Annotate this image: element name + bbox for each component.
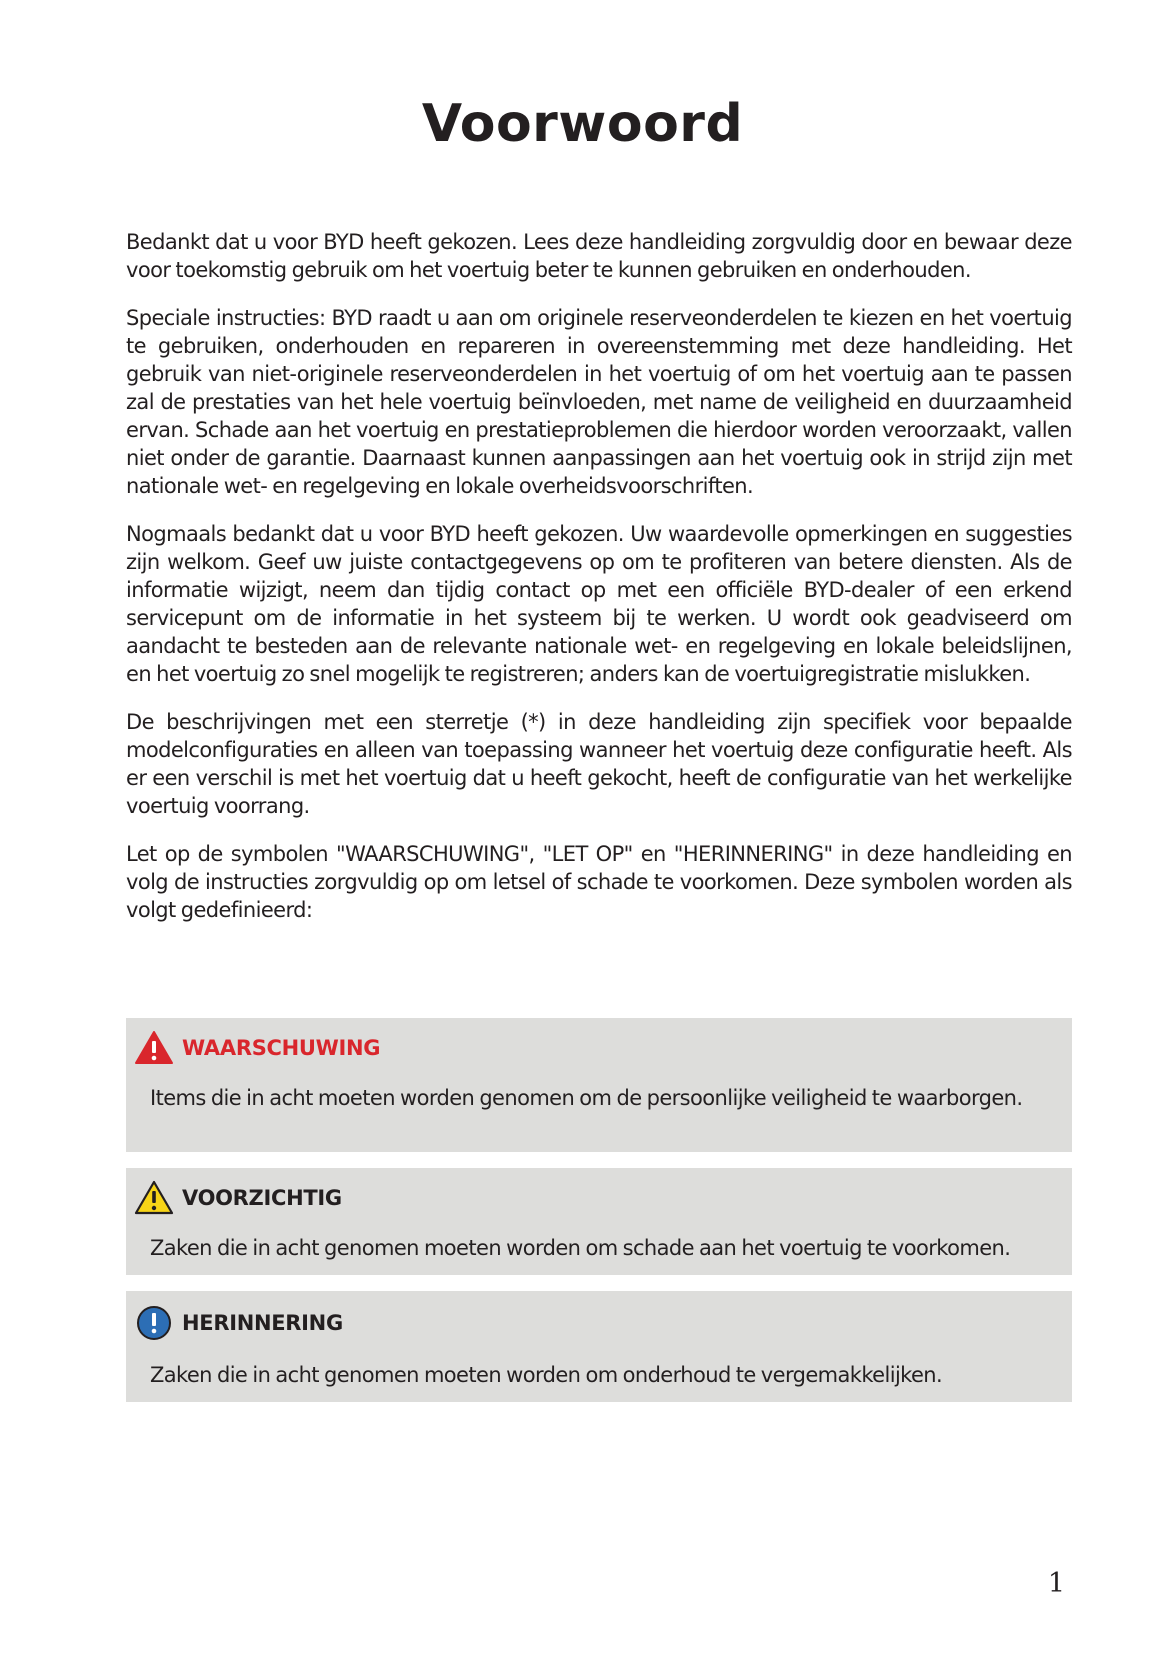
- page-number: 1: [1047, 1568, 1065, 1599]
- notice-warning-header: [134, 1030, 380, 1066]
- notice-warning: [126, 1018, 1072, 1152]
- paragraph-symbols: Let op de symbolen "WAARSCHUWING", "LET OP" en "HERINNERING" in deze handleiding en volg de instructies zorgvuldig op om letsel of schade te voorkomen. Deze symbolen worden als volgt gedefinieerd:: [126, 842, 1072, 922]
- info-circle-blue-icon: [134, 1305, 174, 1341]
- notice-reminder: [126, 1291, 1072, 1402]
- notice-reminder-label: HERINNERING: [182, 1311, 343, 1335]
- warning-triangle-red-icon: [134, 1030, 174, 1066]
- notice-warning-text: Items die in acht moeten worden genomen om de persoonlijke veiligheid te waarborgen.: [150, 1086, 1023, 1110]
- paragraph-intro: Bedankt dat u voor BYD heeft gekozen. Lees deze handleiding zorgvuldig door en bewaar deze voor toekomstig gebruik om het voertuig beter te kunnen gebruiken en onderhouden.: [126, 230, 1072, 282]
- notice-warning-label: WAARSCHUWING: [182, 1036, 381, 1060]
- paragraph-asterisk: De beschrijvingen met een sterretje (*) in deze handleiding zijn specifiek voor bepaalde modelconfiguraties en alleen van toepassing wanneer het voertuig deze configuratie heeft. Als er een verschil is met het voertuig dat u heeft gekocht, heeft de configuratie van het werkelijke voertuig voorrang.: [126, 710, 1072, 818]
- notice-reminder-text: Zaken die in acht genomen moeten worden om onderhoud te vergemakkelijken.: [150, 1363, 943, 1387]
- notice-caution-label: VOORZICHTIG: [182, 1186, 342, 1210]
- paragraph-special-instructions: Speciale instructies: BYD raadt u aan om originele reserveonderdelen te kiezen en het voertuig te gebruiken, onderhouden en repareren in overeenstemming met deze handleiding. Het gebruik van niet-originele reserveonderdelen in het voertuig of om het voertuig aan te passen zal de prestaties van het hele voertuig beïnvloeden, met name de veiligheid en duurzaamheid ervan. Schade aan het voertuig en prestatieproblemen die hierdoor worden veroorzaakt, vallen niet onder de garantie. Daarnaast kunnen aanpassingen aan het voertuig ook in strijd zijn met nationale wet- en regelgeving en lokale overheidsvoorschriften.: [126, 306, 1072, 498]
- paragraph-thanks-again: Nogmaals bedankt dat u voor BYD heeft gekozen. Uw waardevolle opmerkingen en suggesties zijn welkom. Geef uw juiste contactgegevens op om te profiteren van betere diensten. Als de informatie wijzigt, neem dan tijdig contact op met een officiële BYD-dealer of een erkend servicepunt om de informatie in het systeem bij te werken. U wordt ook geadviseerd om aandacht te besteden aan de relevante nationale wet- en regelgeving en lokale beleidslijnen, en het voertuig zo snel mogelijk te registreren; anders kan de voertuigregistratie mislukken.: [126, 522, 1072, 686]
- notice-caution: [126, 1168, 1072, 1275]
- notice-caution-text: Zaken die in acht genomen moeten worden om schade aan het voertuig te voorkomen.: [150, 1236, 1011, 1260]
- caution-triangle-yellow-icon: [134, 1180, 174, 1216]
- notice-reminder-header: [134, 1305, 343, 1341]
- body-text: [126, 228, 1072, 944]
- page-title: Voorwoord: [421, 94, 744, 154]
- notice-caution-header: [134, 1180, 342, 1216]
